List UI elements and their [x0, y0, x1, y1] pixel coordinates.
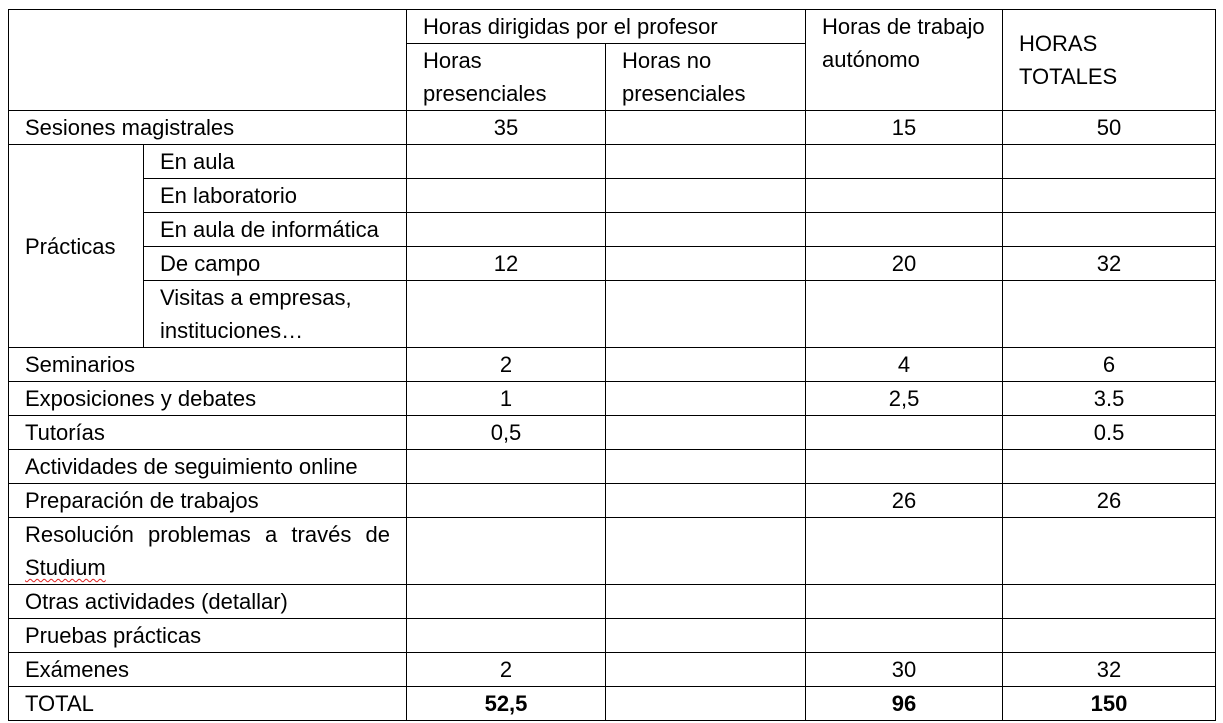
table-row: [9, 653, 1216, 687]
table-row: [9, 111, 1216, 145]
table-row: [9, 619, 1216, 653]
cell-no-presenciales: [606, 619, 806, 653]
row-label: Sesiones magistrales: [9, 111, 407, 145]
cell-autonomo: [806, 450, 1003, 484]
cell-autonomo: 4: [806, 348, 1003, 382]
row-label: Exámenes: [9, 653, 407, 687]
cell-total: [1003, 145, 1216, 179]
cell-presenciales: 1: [407, 382, 606, 416]
table-row: [9, 382, 1216, 416]
header-empty-cell: [9, 10, 407, 111]
cell-total: 32: [1003, 653, 1216, 687]
cell-presenciales: 12: [407, 247, 606, 281]
cell-total: [1003, 450, 1216, 484]
header-presenciales-cell: Horas presenciales: [407, 44, 606, 111]
total-horas: 150: [1003, 687, 1216, 721]
cell-autonomo: 2,5: [806, 382, 1003, 416]
cell-presenciales: 35: [407, 111, 606, 145]
cell-no-presenciales: [606, 111, 806, 145]
cell-no-presenciales: [606, 382, 806, 416]
total-label: TOTAL: [9, 687, 407, 721]
cell-autonomo: [806, 213, 1003, 247]
table-row: [9, 247, 1216, 281]
table-row: [9, 450, 1216, 484]
cell-autonomo: 26: [806, 484, 1003, 518]
cell-autonomo: 15: [806, 111, 1003, 145]
cell-autonomo: [806, 145, 1003, 179]
row-label: Preparación de trabajos: [9, 484, 407, 518]
row-label: Otras actividades (detallar): [9, 585, 407, 619]
row-label: Pruebas prácticas: [9, 619, 407, 653]
cell-no-presenciales: [606, 450, 806, 484]
cell-total: 3.5: [1003, 382, 1216, 416]
row-label-line-2: Studium: [25, 555, 106, 580]
header-row-1: [9, 10, 1216, 44]
cell-autonomo: 30: [806, 653, 1003, 687]
cell-presenciales: 2: [407, 653, 606, 687]
cell-total: [1003, 585, 1216, 619]
row-label: Actividades de seguimiento online: [9, 450, 407, 484]
cell-total: [1003, 179, 1216, 213]
cell-total: [1003, 213, 1216, 247]
row-label: En laboratorio: [144, 179, 407, 213]
cell-no-presenciales: [606, 518, 806, 585]
cell-total: [1003, 281, 1216, 348]
table-row: [9, 518, 1216, 585]
cell-presenciales: 2: [407, 348, 606, 382]
cell-no-presenciales: [606, 585, 806, 619]
cell-presenciales: [407, 179, 606, 213]
row-label: Tutorías: [9, 416, 407, 450]
cell-presenciales: [407, 145, 606, 179]
row-label: [9, 518, 407, 585]
header-group-cell: Horas dirigidas por el profesor: [407, 10, 806, 44]
cell-total: 32: [1003, 247, 1216, 281]
table-row: [9, 281, 1216, 348]
total-presenciales: 52,5: [407, 687, 606, 721]
total-row: [9, 687, 1216, 721]
table-row: [9, 585, 1216, 619]
header-autonomo-cell: Horas de trabajo autónomo: [806, 10, 1003, 111]
cell-presenciales: [407, 585, 606, 619]
table-row: [9, 416, 1216, 450]
cell-total: 26: [1003, 484, 1216, 518]
cell-autonomo: [806, 585, 1003, 619]
cell-autonomo: [806, 619, 1003, 653]
cell-presenciales: [407, 213, 606, 247]
cell-no-presenciales: [606, 484, 806, 518]
cell-total: [1003, 619, 1216, 653]
table-row: [9, 145, 1216, 179]
row-label-line-1: Resolución problemas a través de: [25, 522, 390, 547]
cell-autonomo: 20: [806, 247, 1003, 281]
cell-no-presenciales: [606, 145, 806, 179]
cell-presenciales: [407, 619, 606, 653]
cell-total: [1003, 518, 1216, 585]
cell-no-presenciales: [606, 348, 806, 382]
cell-autonomo: [806, 281, 1003, 348]
cell-total: 0.5: [1003, 416, 1216, 450]
cell-no-presenciales: [606, 416, 806, 450]
cell-autonomo: [806, 179, 1003, 213]
row-label: Exposiciones y debates: [9, 382, 407, 416]
row-label: En aula: [144, 145, 407, 179]
cell-presenciales: [407, 450, 606, 484]
cell-presenciales: [407, 518, 606, 585]
cell-presenciales: 0,5: [407, 416, 606, 450]
total-autonomo: 96: [806, 687, 1003, 721]
cell-total: 50: [1003, 111, 1216, 145]
hours-table: [8, 9, 1216, 721]
cell-presenciales: [407, 281, 606, 348]
cell-autonomo: [806, 416, 1003, 450]
table-row: [9, 213, 1216, 247]
row-label: De campo: [144, 247, 407, 281]
header-totales-cell: HORAS TOTALES: [1003, 10, 1216, 111]
cell-total: 6: [1003, 348, 1216, 382]
cell-no-presenciales: [606, 247, 806, 281]
table-row: [9, 484, 1216, 518]
cell-no-presenciales: [606, 179, 806, 213]
table-row: [9, 179, 1216, 213]
header-no-presenciales-cell: Horas no presenciales: [606, 44, 806, 111]
cell-no-presenciales: [606, 213, 806, 247]
cell-no-presenciales: [606, 281, 806, 348]
cell-presenciales: [407, 484, 606, 518]
cell-no-presenciales: [606, 653, 806, 687]
table-row: [9, 348, 1216, 382]
row-label: Seminarios: [9, 348, 407, 382]
row-label: Visitas a empresas, instituciones…: [144, 281, 407, 348]
practicas-group-label: Prácticas: [9, 145, 144, 348]
row-label: En aula de informática: [144, 213, 407, 247]
cell-autonomo: [806, 518, 1003, 585]
total-no-presenciales: [606, 687, 806, 721]
